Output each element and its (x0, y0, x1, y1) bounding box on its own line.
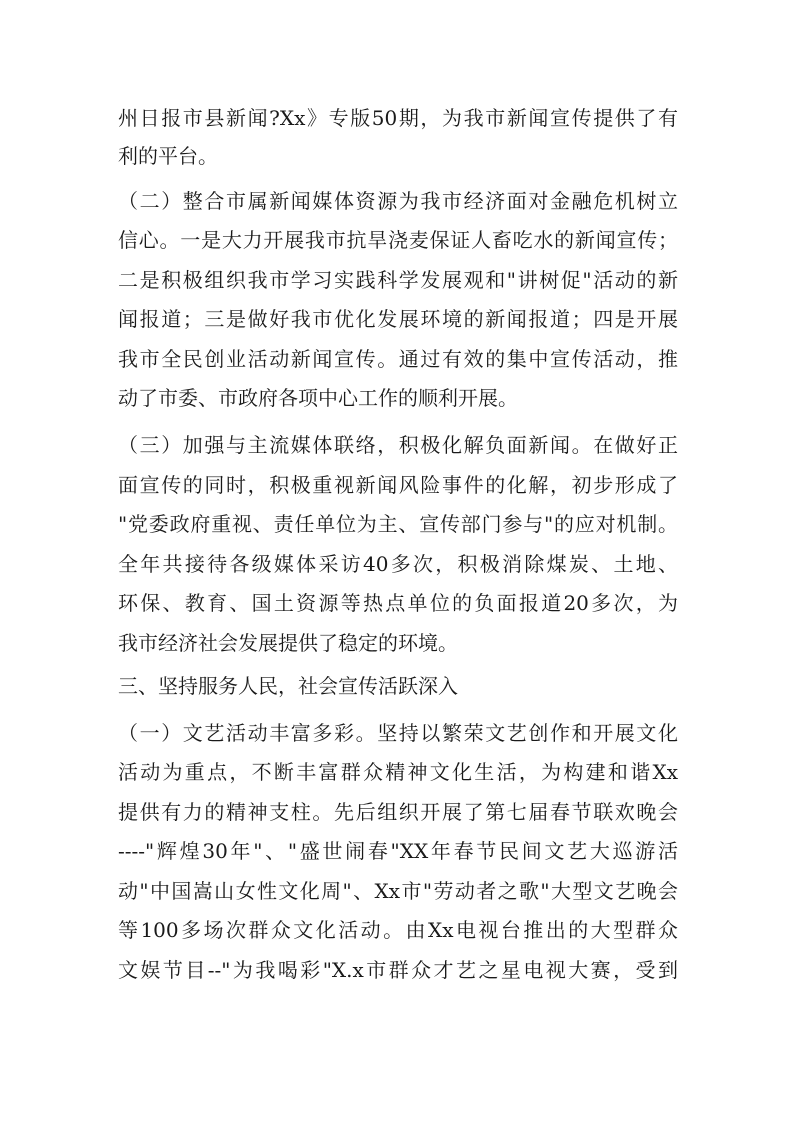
text-line: 利的平台。 (118, 144, 218, 168)
text-line: 州日报市县新闻?Xx》专版50期，为我市新闻宣传提供了有 (118, 106, 678, 130)
text-line: 提供有力的精神支柱。先后组织开展了第七届春节联欢晚会 (118, 800, 678, 824)
text-line: 面宣传的同时，积极重视新闻风险事件的化解，初步形成了 (118, 473, 678, 497)
text-line: 动"中国嵩山女性文化周"、Xx市"劳动者之歌"大型文艺晚会 (118, 879, 678, 903)
section-heading: 三、坚持服务人民，社会宣传活跃深入 (118, 674, 458, 698)
text-line: 动了市委、市政府各项中心工作的顺利开展。 (118, 386, 518, 410)
text-line: 活动为重点，不断丰富群众精神文化生活，为构建和谐Xx (118, 760, 678, 784)
text-line: 等100多场次群众文化活动。由Xx电视台推出的大型群众 (118, 918, 678, 942)
text-line: （三）加强与主流媒体联络，积极化解负面新闻。在做好正 (118, 433, 678, 457)
text-line: ----"辉煌30年"、"盛世闹春"XX年春节民间文艺大巡游活 (118, 839, 678, 863)
text-line: 全年共接待各级媒体采访40多次，积极消除煤炭、土地、 (118, 552, 678, 576)
text-line: 环保、教育、国土资源等热点单位的负面报道20多次，为 (118, 591, 678, 615)
text-line: 我市全民创业活动新闻宣传。通过有效的集中宣传活动，推 (118, 347, 678, 371)
text-line: "党委政府重视、责任单位为主、宣传部门参与"的应对机制。 (118, 512, 678, 536)
text-line: 闻报道；三是做好我市优化发展环境的新闻报道；四是开展 (118, 307, 678, 331)
text-line: 文娱节目--"为我喝彩"X.x市群众才艺之星电视大赛，受到 (118, 958, 678, 982)
text-line: 信心。一是大力开展我市抗旱浇麦保证人畜吃水的新闻宣传； (118, 228, 678, 252)
text-line: （二）整合市属新闻媒体资源为我市经济面对金融危机树立 (118, 189, 678, 213)
text-line: 二是积极组织我市学习实践科学发展观和"讲树促"活动的新 (118, 268, 678, 292)
text-line: （一）文艺活动丰富多彩。坚持以繁荣文艺创作和开展文化 (118, 721, 678, 745)
text-line: 我市经济社会发展提供了稳定的环境。 (118, 631, 458, 655)
